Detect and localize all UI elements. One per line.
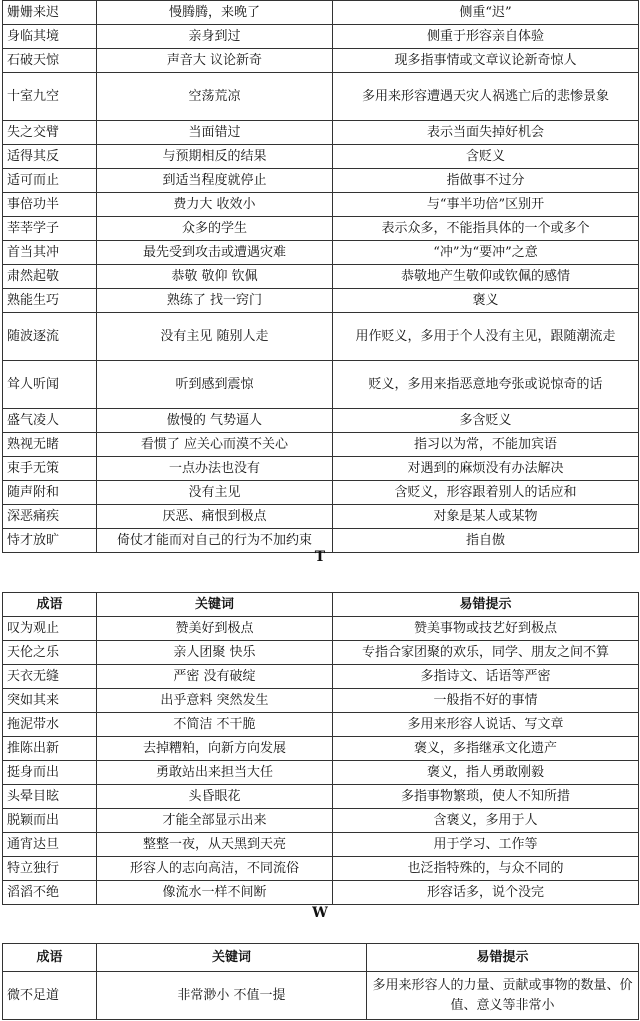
idiom-cell: 突如其来 xyxy=(3,689,97,713)
idiom-table-s xyxy=(2,0,639,553)
keyword-cell: 厌恶、痛恨到极点 xyxy=(97,505,333,529)
table-row xyxy=(3,809,639,833)
table-row xyxy=(3,73,639,121)
table-row xyxy=(3,25,639,49)
tip-cell: 多用来形容人说话、写文章 xyxy=(333,713,639,737)
header-tip: 易错提示 xyxy=(367,944,639,972)
table-row xyxy=(3,145,639,169)
idiom-cell: 天衣无缝 xyxy=(3,665,97,689)
keyword-cell: 当面错过 xyxy=(97,121,333,145)
table-row xyxy=(3,665,639,689)
tip-cell: 贬义，多用来指恶意地夸张或说惊奇的话 xyxy=(333,361,639,409)
keyword-cell: 勇敢站出来担当大任 xyxy=(97,761,333,785)
idiom-cell: 莘莘学子 xyxy=(3,217,97,241)
tip-cell: 恭敬地产生敬仰或钦佩的感情 xyxy=(333,265,639,289)
keyword-cell: 与预期相反的结果 xyxy=(97,145,333,169)
keyword-cell: 众多的学生 xyxy=(97,217,333,241)
keyword-cell: 到适当程度就停止 xyxy=(97,169,333,193)
idiom-cell: 肃然起敬 xyxy=(3,265,97,289)
tip-cell: 指习以为常，不能加宾语 xyxy=(333,433,639,457)
tip-cell: 赞美事物或技艺好到极点 xyxy=(333,617,639,641)
table-row xyxy=(3,169,639,193)
tip-cell: 表示众多，不能指具体的一个或多个 xyxy=(333,217,639,241)
idiom-cell: 特立独行 xyxy=(3,857,97,881)
tip-cell: 侧重于形容亲自体验 xyxy=(333,25,639,49)
idiom-table-w xyxy=(2,943,639,1020)
table-row xyxy=(3,289,639,313)
table-row xyxy=(3,761,639,785)
tip-cell: 褒义，指人勇敢刚毅 xyxy=(333,761,639,785)
tip-cell: 褒义 xyxy=(333,289,639,313)
idiom-cell: 身临其境 xyxy=(3,25,97,49)
keyword-cell: 空荡荒凉 xyxy=(97,73,333,121)
table-row xyxy=(3,313,639,361)
keyword-cell: 形容人的志向高洁，不同流俗 xyxy=(97,857,333,881)
table-row xyxy=(3,265,639,289)
table-row xyxy=(3,193,639,217)
tip-cell: 形容话多，说个没完 xyxy=(333,881,639,905)
keyword-cell: 不简洁 不干脆 xyxy=(97,713,333,737)
keyword-cell: 熟练了 找一窍门 xyxy=(97,289,333,313)
idiom-cell: 熟能生巧 xyxy=(3,289,97,313)
table-row xyxy=(3,505,639,529)
idiom-cell: 恃才放旷 xyxy=(3,529,97,553)
tip-cell: “冲”为“要冲”之意 xyxy=(333,241,639,265)
keyword-cell: 最先受到攻击或遭遇灾难 xyxy=(97,241,333,265)
idiom-cell: 束手无策 xyxy=(3,457,97,481)
keyword-cell: 像流水一样不间断 xyxy=(97,881,333,905)
table-row xyxy=(3,833,639,857)
tip-cell: 对遇到的麻烦没有办法解决 xyxy=(333,457,639,481)
tip-cell: 指自傲 xyxy=(333,529,639,553)
keyword-cell: 没有主见 随别人走 xyxy=(97,313,333,361)
table-header-row xyxy=(3,593,639,617)
tip-cell: 也泛指特殊的，与众不同的 xyxy=(333,857,639,881)
header-keyword: 关键词 xyxy=(97,944,367,972)
tip-cell: 多含贬义 xyxy=(333,409,639,433)
tip-cell: 专指合家团聚的欢乐，同学、朋友之间不算 xyxy=(333,641,639,665)
idiom-cell: 脱颖而出 xyxy=(3,809,97,833)
table-row xyxy=(3,857,639,881)
tip-cell: 含贬义 xyxy=(333,145,639,169)
table-row xyxy=(3,713,639,737)
table-row xyxy=(3,689,639,713)
table-row xyxy=(3,737,639,761)
idiom-cell: 事倍功半 xyxy=(3,193,97,217)
keyword-cell: 看惯了 应关心而漠不关心 xyxy=(97,433,333,457)
keyword-cell: 听到感到震惊 xyxy=(97,361,333,409)
idiom-cell: 随波逐流 xyxy=(3,313,97,361)
idiom-cell: 头晕目眩 xyxy=(3,785,97,809)
table-row xyxy=(3,881,639,905)
header-idiom: 成语 xyxy=(3,944,97,972)
idiom-cell: 石破天惊 xyxy=(3,49,97,73)
keyword-cell: 傲慢的 气势逼人 xyxy=(97,409,333,433)
tip-cell: 指做事不过分 xyxy=(333,169,639,193)
idiom-cell: 耸人听闻 xyxy=(3,361,97,409)
keyword-cell: 才能全部显示出来 xyxy=(97,809,333,833)
tip-cell: 用于学习、工作等 xyxy=(333,833,639,857)
idiom-cell: 首当其冲 xyxy=(3,241,97,265)
table-header-row xyxy=(3,944,639,972)
keyword-cell: 没有主见 xyxy=(97,481,333,505)
table-row xyxy=(3,641,639,665)
keyword-cell: 出乎意料 突然发生 xyxy=(97,689,333,713)
idiom-cell: 推陈出新 xyxy=(3,737,97,761)
idiom-cell: 姗姗来迟 xyxy=(3,1,97,25)
idiom-cell: 通宵达旦 xyxy=(3,833,97,857)
idiom-cell: 拖泥带水 xyxy=(3,713,97,737)
table-row xyxy=(3,481,639,505)
keyword-cell: 声音大 议论新奇 xyxy=(97,49,333,73)
idiom-table-t xyxy=(2,592,639,905)
table-row xyxy=(3,409,639,433)
tip-cell: 与“事半功倍”区别开 xyxy=(333,193,639,217)
idiom-cell: 熟视无睹 xyxy=(3,433,97,457)
keyword-cell: 一点办法也没有 xyxy=(97,457,333,481)
tip-cell: 多指诗文、话语等严密 xyxy=(333,665,639,689)
keyword-cell: 亲人团聚 快乐 xyxy=(97,641,333,665)
keyword-cell: 恭敬 敬仰 钦佩 xyxy=(97,265,333,289)
section-letter-w: W xyxy=(312,905,328,921)
idiom-cell: 适得其反 xyxy=(3,145,97,169)
table-row xyxy=(3,361,639,409)
idiom-cell: 挺身而出 xyxy=(3,761,97,785)
tip-cell: 多指事物繁琐，使人不知所措 xyxy=(333,785,639,809)
tip-cell: 一般指不好的事情 xyxy=(333,689,639,713)
table-row xyxy=(3,433,639,457)
table-row xyxy=(3,785,639,809)
idiom-cell: 随声附和 xyxy=(3,481,97,505)
idiom-cell: 天伦之乐 xyxy=(3,641,97,665)
idiom-cell: 盛气凌人 xyxy=(3,409,97,433)
idiom-cell: 滔滔不绝 xyxy=(3,881,97,905)
keyword-cell: 倚仗才能而对自己的行为不加约束 xyxy=(97,529,333,553)
table-row xyxy=(3,49,639,73)
idiom-cell: 微不足道 xyxy=(3,972,97,1020)
section-letter-t: T xyxy=(314,549,326,565)
keyword-cell: 赞美好到极点 xyxy=(97,617,333,641)
idiom-cell: 十室九空 xyxy=(3,73,97,121)
tip-cell: 多用来形容遭遇天灾人祸逃亡后的悲惨景象 xyxy=(333,73,639,121)
table-row xyxy=(3,457,639,481)
tip-cell: 含褒义，多用于人 xyxy=(333,809,639,833)
keyword-cell: 去掉糟粕，向新方向发展 xyxy=(97,737,333,761)
keyword-cell: 亲身到过 xyxy=(97,25,333,49)
table-row xyxy=(3,1,639,25)
keyword-cell: 头昏眼花 xyxy=(97,785,333,809)
table-row xyxy=(3,972,639,1020)
header-keyword: 关键词 xyxy=(97,593,333,617)
idiom-cell: 失之交臂 xyxy=(3,121,97,145)
idiom-cell: 深恶痛疾 xyxy=(3,505,97,529)
table-row xyxy=(3,121,639,145)
keyword-cell: 严密 没有破绽 xyxy=(97,665,333,689)
idiom-cell: 叹为观止 xyxy=(3,617,97,641)
tip-cell: 用作贬义，多用于个人没有主见，跟随潮流走 xyxy=(333,313,639,361)
header-idiom: 成语 xyxy=(3,593,97,617)
idiom-cell: 适可而止 xyxy=(3,169,97,193)
table-row xyxy=(3,617,639,641)
tip-cell: 表示当面失掉好机会 xyxy=(333,121,639,145)
table-row xyxy=(3,217,639,241)
header-tip: 易错提示 xyxy=(333,593,639,617)
tip-cell: 对象是某人或某物 xyxy=(333,505,639,529)
keyword-cell: 整整一夜，从天黑到天亮 xyxy=(97,833,333,857)
tip-cell: 侧重“迟” xyxy=(333,1,639,25)
tip-cell: 多用来形容人的力量、贡献或事物的数量、价值、意义等非常小 xyxy=(367,972,639,1020)
table-row xyxy=(3,241,639,265)
keyword-cell: 慢腾腾，来晚了 xyxy=(97,1,333,25)
tip-cell: 褒义，多指继承文化遗产 xyxy=(333,737,639,761)
keyword-cell: 非常渺小 不值一提 xyxy=(97,972,367,1020)
keyword-cell: 费力大 收效小 xyxy=(97,193,333,217)
tip-cell: 现多指事情或文章议论新奇惊人 xyxy=(333,49,639,73)
tip-cell: 含贬义，形容跟着别人的话应和 xyxy=(333,481,639,505)
